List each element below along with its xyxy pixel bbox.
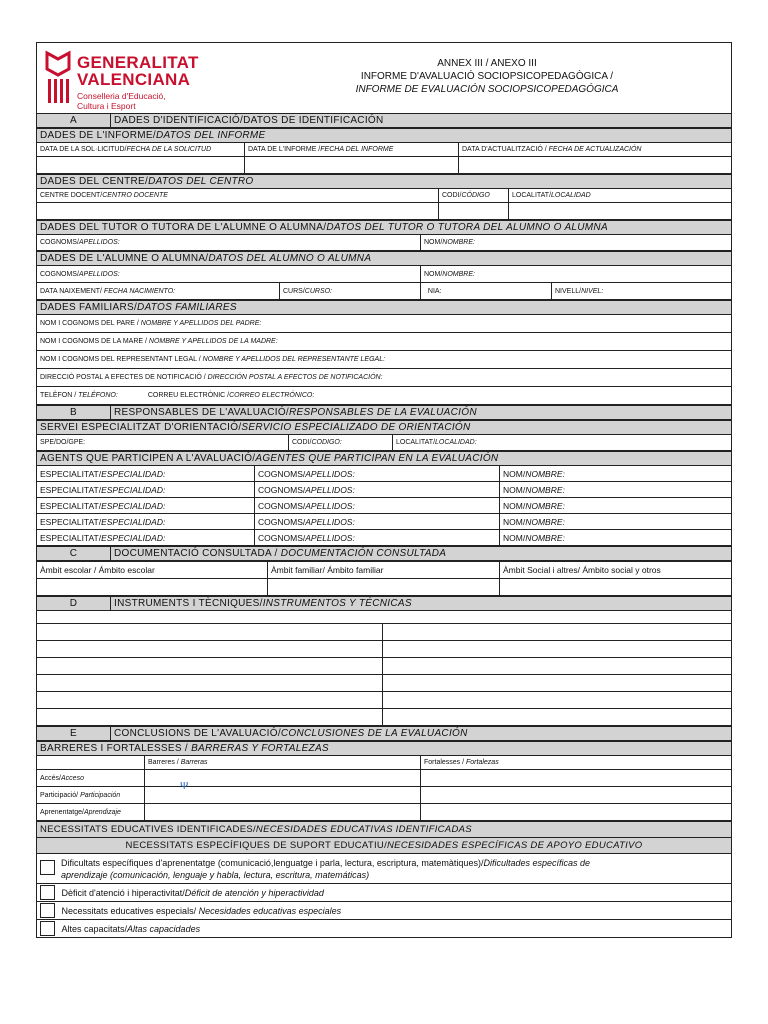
tdah-label: Dèficit d'atenció i hiperactivitat/Déficit de atención y hiperactividad	[59, 884, 732, 902]
datos-alumno	[36, 251, 732, 300]
documentacion-consultada	[36, 561, 732, 596]
section-a-letter: A	[37, 114, 111, 128]
logo-name: GENERALITAT VALENCIANA	[77, 53, 199, 89]
servicio-localidad-field[interactable]: LOCALITAT/LOCALIDAD:	[393, 435, 732, 451]
acceso-fortalezas-field[interactable]	[421, 770, 732, 787]
section-d-title: INSTRUMENTS I TÈCNIQUES/INSTRUMENTOS Y TÉCNICAS	[111, 597, 732, 611]
padre-field[interactable]: NOM I COGNOMS DEL PARE / NOMBRE Y APELLIDOS DEL PADRE:	[37, 315, 732, 333]
agente-row	[37, 482, 732, 498]
section-a-title: DADES D'IDENTIFICACIÓ/DATOS DE IDENTIFICACIÓN	[111, 114, 732, 128]
especialidad-field[interactable]: ESPECIALITAT/ESPECIALIDAD:	[37, 466, 255, 482]
aprendizaje-label: Aprenentatge/Aprendizaje	[37, 804, 145, 821]
instrumento-field[interactable]	[383, 624, 732, 641]
section-b-title: RESPONSABLES DE L'AVALUACIÓ/RESPONSABLES DE LA EVALUACIÓN	[111, 406, 732, 420]
especialidad-field[interactable]: ESPECIALITAT/ESPECIALIDAD:	[37, 482, 255, 498]
document-title	[287, 57, 687, 96]
instrumento-field[interactable]	[37, 658, 383, 675]
alumno-nombre-field[interactable]: NOM/NOMBRE:	[421, 266, 732, 283]
dea-label-cont: aprendizaje (comunicación, lenguaje y habla, lectura, escritura, matemáticas)	[61, 869, 370, 880]
fortalezas-header: Fortalesses / Fortalezas	[421, 756, 732, 770]
ambito-escolar-field[interactable]	[37, 579, 268, 596]
representante-field[interactable]: NOM I COGNOMS DEL REPRESENTANT LEGAL / NOMBRE Y APELLIDOS DEL REPRESENTANTE LEGAL:	[37, 351, 732, 369]
alumno-apellidos-field[interactable]: COGNOMS/APELLIDOS:	[37, 266, 421, 283]
nombre-field[interactable]: NOM/NOMBRE:	[500, 466, 732, 482]
apellidos-field[interactable]: COGNOMS/APELLIDOS:	[255, 466, 500, 482]
datos-tutor-title: DADES DEL TUTOR O TUTORA DE L'ALUMNE O ALUMNA/DATOS DEL TUTOR O TUTORA DEL ALUMNO O ALUMNA	[37, 221, 732, 235]
centro-docente-label: CENTRE DOCENT/CENTRO DOCENTE	[37, 189, 439, 203]
acceso-label: Accés/Acceso	[37, 770, 145, 787]
fecha-actualizacion-label: DATA D'ACTUALITZACIÓ / FECHA DE ACTUALIZACIÓN	[459, 143, 732, 157]
instrumento-field[interactable]	[383, 675, 732, 692]
form-header	[36, 42, 732, 113]
section-d-letter: D	[37, 597, 111, 611]
ambito-escolar-label: Àmbit escolar / Ámbito escolar	[37, 562, 268, 579]
barreras-header: Barreres / Barreras	[145, 756, 421, 770]
ambito-familiar-field[interactable]	[268, 579, 500, 596]
nia-field[interactable]: NIA:	[421, 283, 552, 300]
title-valencian: INFORME D'AVALUACIÓ SOCIOPSICOPEDAGÒGICA /	[360, 71, 614, 82]
instrumento-field[interactable]	[383, 658, 732, 675]
centro-docente-field[interactable]	[37, 203, 439, 220]
apellidos-field[interactable]: COGNOMS/APELLIDOS:	[255, 482, 500, 498]
agente-row	[37, 466, 732, 482]
participacion-fortalezas-field[interactable]	[421, 787, 732, 804]
tutor-apellidos-field[interactable]: COGNOMS/APELLIDOS:	[37, 235, 421, 251]
agentes-title: AGENTS QUE PARTICIPEN A L'AVALUACIÓ/AGENTES QUE PARTICIPAN EN LA EVALUACIÓN	[37, 452, 732, 466]
datos-familiares-title: DADES FAMILIARS/DATOS FAMILIARES	[37, 301, 732, 315]
altas-capacidades-label: Altes capacitats/Altas capacidades	[59, 920, 732, 938]
check-row-dea	[37, 854, 732, 884]
nee-checkbox[interactable]	[40, 903, 55, 918]
barreras-title: BARRERES I FORTALESSES / BARRERAS Y FORTALEZAS	[37, 742, 732, 756]
contacto-field[interactable]	[37, 387, 732, 405]
title-spanish: INFORME DE EVALUACIÓN SOCIOPSICOPEDAGÓGICA	[355, 84, 619, 95]
nombre-field[interactable]: NOM/NOMBRE:	[500, 498, 732, 514]
nivel-field[interactable]: NIVELL/NIVEL:	[552, 283, 732, 300]
instrumento-field[interactable]	[383, 709, 732, 726]
psi-mark: Ψ	[180, 780, 189, 792]
instrumento-field[interactable]	[383, 692, 732, 709]
correo-label: CORREU ELECTRÒNIC /CORREO ELECTRÓNICO:	[147, 392, 315, 399]
section-e-title: CONCLUSIONS DE L'AVALUACIÓ/CONCLUSIONES DE LA EVALUACIÓN	[111, 727, 732, 741]
especialidad-field[interactable]: ESPECIALITAT/ESPECIALIDAD:	[37, 530, 255, 546]
altas-capacidades-checkbox[interactable]	[40, 921, 55, 936]
instrumento-field[interactable]	[37, 641, 383, 658]
agente-row	[37, 530, 732, 546]
localidad-label: LOCALITAT/LOCALIDAD	[509, 189, 732, 203]
fecha-actualizacion-field[interactable]	[459, 157, 732, 174]
nombre-field[interactable]: NOM/NOMBRE:	[500, 530, 732, 546]
generalitat-logo	[43, 49, 203, 113]
nee-label: Necessitats educatives especials/ Necesidades educativas especiales	[59, 902, 732, 920]
datos-alumno-title: DADES DE L'ALUMNE O ALUMNA/DATOS DEL ALUMNO O ALUMNA	[37, 252, 732, 266]
servicio-codigo-field[interactable]: CODI/CODIGO:	[289, 435, 393, 451]
fecha-solicitud-field[interactable]	[37, 157, 245, 174]
barreras-corner	[37, 756, 145, 770]
apellidos-field[interactable]: COGNOMS/APELLIDOS:	[255, 514, 500, 530]
section-a	[36, 113, 732, 128]
dea-checkbox[interactable]	[40, 860, 55, 875]
madre-field[interactable]: NOM I COGNOMS DE LA MARE / NOMBRE Y APELLIDOS DE LA MADRE:	[37, 333, 732, 351]
section-e-letter: E	[37, 727, 111, 741]
datos-centro-title: DADES DEL CENTRE/DATOS DEL CENTRO	[37, 175, 732, 189]
especialidad-field[interactable]: ESPECIALITAT/ESPECIALIDAD:	[37, 514, 255, 530]
aprendizaje-fortalezas-field[interactable]	[421, 804, 732, 821]
section-c-letter: C	[37, 547, 111, 561]
nee-checkbox-cell	[37, 902, 59, 920]
agentes-evaluacion	[36, 451, 732, 546]
necesidades-title: NECESSITATS EDUCATIVES IDENTIFICADES/NECESIDADES EDUCATIVAS IDENTIFICADAS	[37, 822, 732, 838]
servicio-especializado	[36, 420, 732, 451]
coat-of-arms-icon	[43, 49, 73, 107]
ambito-social-label: Àmbit Social i altres/ Ámbito social y otros	[500, 562, 732, 579]
section-d	[36, 596, 732, 623]
spe-field[interactable]: SPE/DO/GPE:	[37, 435, 289, 451]
fecha-solicitud-label: DATA DE LA SOL·LICITUD/FECHA DE LA SOLICITUD	[37, 143, 245, 157]
servicio-title: SERVEI ESPECIALITZAT D'ORIENTACIÓ/SERVICIO ESPECIALIZADO DE ORIENTACIÓN	[37, 421, 732, 435]
instrumento-field[interactable]	[383, 641, 732, 658]
logo-subtitle: Conselleria d'Educació, Cultura i Esport	[77, 91, 166, 111]
participacion-barreras-field[interactable]	[145, 780, 421, 804]
apellidos-field[interactable]: COGNOMS/APELLIDOS:	[255, 498, 500, 514]
tdah-checkbox-cell	[37, 884, 59, 902]
section-e	[36, 726, 732, 741]
datos-informe-title: DADES DE L'INFORME/DATOS DEL INFORME	[37, 129, 732, 143]
datos-centro	[36, 174, 732, 220]
fecha-informe-field[interactable]	[245, 157, 459, 174]
section-c-title: DOCUMENTACIÓ CONSULTADA / DOCUMENTACIÓN CONSULTADA	[111, 547, 732, 561]
tutor-nombre-field[interactable]: NOM/NOMBRE:	[421, 235, 732, 251]
instrumento-field[interactable]	[37, 692, 383, 709]
curso-field[interactable]: CURS/CURSO:	[280, 283, 421, 300]
section-d-spacer	[37, 611, 732, 624]
participacion-label: Participació/ Participación	[37, 787, 145, 804]
ambito-social-field[interactable]	[500, 579, 732, 596]
codigo-field[interactable]	[439, 203, 509, 220]
section-b-letter: B	[37, 406, 111, 420]
agente-row	[37, 498, 732, 514]
agente-row	[37, 514, 732, 530]
nombre-field[interactable]: NOM/NOMBRE:	[500, 514, 732, 530]
codigo-label: CODI/CÓDIGO	[439, 189, 509, 203]
tdah-checkbox[interactable]	[40, 885, 55, 900]
nombre-field[interactable]: NOM/NOMBRE:	[500, 482, 732, 498]
instrumentos-tecnicas	[36, 623, 732, 726]
especialidad-field[interactable]: ESPECIALITAT/ESPECIALIDAD:	[37, 498, 255, 514]
form-page	[36, 42, 732, 972]
localidad-field[interactable]	[509, 203, 732, 220]
instrumento-field[interactable]	[37, 675, 383, 692]
aprendizaje-barreras-field[interactable]	[145, 804, 421, 821]
dea-label: Dificultats específiques d'aprenentatge (comunicació,lenguatge i parla, lectura, escriptura, matemàtiques)/Dificultades específicas de	[61, 857, 591, 868]
apellidos-field[interactable]: COGNOMS/APELLIDOS:	[255, 530, 500, 546]
altas-capacidades-checkbox-cell	[37, 920, 59, 938]
instrumento-field[interactable]	[37, 624, 383, 641]
ambito-familiar-label: Àmbit familiar/ Ámbito familiar	[268, 562, 500, 579]
datos-familiares	[36, 300, 732, 405]
instrumento-field[interactable]	[37, 709, 383, 726]
suport-title: NECESSITATS ESPECÍFIQUES DE SUPORT EDUCATIU/NECESIDADES ESPECÍFICAS DE APOYO EDUCATIVO	[37, 838, 732, 854]
barreras-fortalezas	[36, 741, 732, 821]
section-c	[36, 546, 732, 561]
fecha-informe-label: DATA DE L'INFORME /FECHA DEL INFORME	[245, 143, 459, 157]
section-b	[36, 405, 732, 420]
annex-label: ANNEX III / ANEXO III	[437, 58, 537, 69]
fecha-nacimiento-field[interactable]: DATA NAIXEMENT/ FECHA NACIMIENTO:	[37, 283, 280, 300]
direccion-field[interactable]: DIRECCIÓ POSTAL A EFECTES DE NOTIFICACIÓ / DIRECCIÓN POSTAL A EFECTOS DE NOTIFICACIÓN:	[37, 369, 732, 387]
datos-tutor	[36, 220, 732, 251]
telefono-label: TELÈFON / TELÉFONO:	[40, 392, 118, 399]
necesidades-educativas	[36, 821, 732, 938]
datos-informe	[36, 128, 732, 174]
